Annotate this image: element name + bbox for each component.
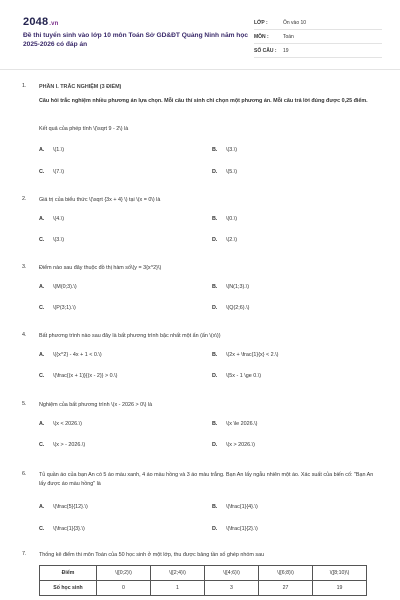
option-text: \(5.\) bbox=[226, 169, 238, 175]
option-b[interactable] bbox=[212, 421, 257, 427]
question-text: Giá trị của biểu thức \(\sqrt {3x + 4} \) tại \(x = 0\) là bbox=[39, 197, 161, 203]
option-letter: C. bbox=[39, 305, 45, 311]
option-letter: A. bbox=[39, 147, 45, 153]
table-header-cell: \([4;6)\) bbox=[205, 566, 259, 581]
question-number: 2. bbox=[22, 196, 27, 202]
option-letter: B. bbox=[212, 216, 218, 222]
question-text: Nghiệm của bất phương trình \(x - 2026 > 0\) là bbox=[39, 402, 153, 408]
option-letter: B. bbox=[212, 284, 218, 290]
option-text: \(4.\) bbox=[53, 216, 65, 222]
option-text: \(0.\) bbox=[226, 216, 238, 222]
option-b[interactable] bbox=[212, 284, 249, 290]
option-text: \(\frac{(x + 1)}{(x - 2)} > 0.\) bbox=[53, 373, 118, 379]
table-header-cell: \([2;4)\) bbox=[151, 566, 205, 581]
option-letter: C. bbox=[39, 442, 45, 448]
table-header-cell: \([6;8)\) bbox=[259, 566, 313, 581]
option-d[interactable] bbox=[212, 237, 237, 243]
site-logo[interactable] bbox=[23, 16, 59, 28]
option-text: \(\frac{5}{12}.\) bbox=[53, 504, 88, 510]
question-text: Kết quả của phép tính \(\sqrt 9 - 2\) là bbox=[39, 126, 129, 132]
option-letter: D. bbox=[212, 237, 218, 243]
option-text: \(3.\) bbox=[226, 147, 238, 153]
meta-value: 19 bbox=[283, 47, 289, 54]
table-cell: 19 bbox=[313, 581, 367, 596]
meta-value: Toán bbox=[283, 33, 294, 40]
question-number: 6. bbox=[22, 471, 27, 477]
option-letter: C. bbox=[39, 526, 45, 532]
option-d[interactable] bbox=[212, 442, 255, 448]
option-d[interactable] bbox=[212, 305, 249, 311]
option-b[interactable] bbox=[212, 504, 258, 510]
option-letter: D. bbox=[212, 526, 218, 532]
question-number: 1. bbox=[22, 83, 27, 89]
option-text: \(7.\) bbox=[53, 169, 65, 175]
option-text: \(x \le 2026.\) bbox=[226, 421, 258, 427]
option-letter: A. bbox=[39, 421, 45, 427]
question-number: 3. bbox=[22, 264, 27, 270]
table-cell: 1 bbox=[151, 581, 205, 596]
option-text: \(2x + \frac{1}{x} < 2.\) bbox=[226, 352, 279, 358]
option-letter: C. bbox=[39, 169, 45, 175]
table-cell: 27 bbox=[259, 581, 313, 596]
table-row bbox=[40, 566, 367, 581]
question-number: 7. bbox=[22, 551, 27, 557]
option-c[interactable] bbox=[39, 169, 64, 175]
meta-row-subject bbox=[254, 30, 382, 44]
option-letter: B. bbox=[212, 147, 218, 153]
table-row-label: Số học sinh bbox=[40, 581, 97, 596]
option-text: \(\frac{1}{4}.\) bbox=[226, 504, 258, 510]
option-d[interactable] bbox=[212, 169, 237, 175]
option-d[interactable] bbox=[212, 526, 258, 532]
option-text: \({x^2} - 4x + 1 < 0.\) bbox=[53, 352, 102, 358]
option-text: \(1.\) bbox=[53, 147, 65, 153]
table-cell: 3 bbox=[205, 581, 259, 596]
table-row bbox=[40, 581, 367, 596]
meta-row-count bbox=[254, 44, 382, 58]
option-a[interactable] bbox=[39, 504, 88, 510]
option-letter: C. bbox=[39, 237, 45, 243]
option-letter: A. bbox=[39, 504, 45, 510]
section-heading: PHẦN I. TRẮC NGHIỆM (3 ĐIỂM) bbox=[39, 84, 122, 90]
header-divider bbox=[0, 69, 400, 70]
question-number: 5. bbox=[22, 401, 27, 407]
option-a[interactable] bbox=[39, 216, 64, 222]
option-text: \(x > - 2026.\) bbox=[53, 442, 86, 448]
question-text: Tủ quần áo của bạn An có 5 áo màu xanh, 4 áo màu hồng và 3 áo màu trắng. Bạn An lấy ngẫu nhiên một áo. Xác suất của biến cố: "Bạn An lấy được áo màu hồng" là bbox=[39, 472, 374, 487]
document-title: Đề thi tuyển sinh vào lớp 10 môn Toán Sở GD&ĐT Quảng Ninh năm học 2025-2026 có đáp án bbox=[23, 32, 249, 48]
option-text: \(x > 2026.\) bbox=[226, 442, 255, 448]
option-text: \(5x - 1 \ge 0.\) bbox=[226, 373, 262, 379]
frequency-table bbox=[39, 565, 367, 596]
meta-label: MÔN : bbox=[254, 33, 269, 40]
header bbox=[0, 0, 400, 66]
logo-name: 2048 bbox=[23, 16, 49, 28]
table-header-cell: Điểm bbox=[40, 566, 97, 581]
option-b[interactable] bbox=[212, 352, 278, 358]
option-text: \(3.\) bbox=[53, 237, 65, 243]
option-text: \(M(0;3).\) bbox=[53, 284, 77, 290]
table-cell: 0 bbox=[97, 581, 151, 596]
option-c[interactable] bbox=[39, 373, 117, 379]
option-letter: B. bbox=[212, 504, 218, 510]
question-number: 4. bbox=[22, 332, 27, 338]
option-letter: D. bbox=[212, 442, 218, 448]
option-letter: D. bbox=[212, 373, 218, 379]
meta-value: Ôn vào 10 bbox=[283, 19, 307, 26]
table-header-cell: \([8;10)\) bbox=[313, 566, 367, 581]
option-c[interactable] bbox=[39, 526, 85, 532]
option-b[interactable] bbox=[212, 216, 237, 222]
question-text: Điểm nào sau đây thuộc đồ thị hàm số\(y = 3{x^2}\) bbox=[39, 265, 162, 271]
option-text: \(\frac{1}{2}.\) bbox=[226, 526, 258, 532]
option-c[interactable] bbox=[39, 442, 85, 448]
option-text: \(\frac{1}{3}.\) bbox=[53, 526, 85, 532]
meta-row-class bbox=[254, 16, 382, 30]
table-header-cell: \([0;2)\) bbox=[97, 566, 151, 581]
option-text: \(P(3;1).\) bbox=[53, 305, 76, 311]
logo-suffix: .vn bbox=[49, 21, 59, 27]
option-text: \(Q(2;6).\) bbox=[226, 305, 250, 311]
option-d[interactable] bbox=[212, 373, 261, 379]
option-c[interactable] bbox=[39, 237, 64, 243]
meta-panel bbox=[254, 16, 382, 58]
meta-label: LỚP : bbox=[254, 19, 268, 26]
option-letter: A. bbox=[39, 284, 45, 290]
option-a[interactable] bbox=[39, 421, 82, 427]
option-letter: A. bbox=[39, 352, 45, 358]
option-a[interactable] bbox=[39, 284, 77, 290]
question-text: Thống kê điểm thi môn Toán của 50 học sinh ở một lớp, thu được bảng tần số ghép nhóm sau bbox=[39, 552, 265, 558]
option-b[interactable] bbox=[212, 147, 237, 153]
meta-label: SỐ CÂU : bbox=[254, 47, 277, 54]
option-text: \(N(1;3).\) bbox=[226, 284, 250, 290]
option-a[interactable] bbox=[39, 147, 64, 153]
option-c[interactable] bbox=[39, 305, 76, 311]
question-text: Bất phương trình nào sau đây là bất phương trình bậc nhất một ẩn (ẩn \(x\)) bbox=[39, 333, 221, 339]
option-letter: C. bbox=[39, 373, 45, 379]
option-letter: D. bbox=[212, 305, 218, 311]
option-letter: A. bbox=[39, 216, 45, 222]
option-a[interactable] bbox=[39, 352, 102, 358]
option-letter: B. bbox=[212, 421, 218, 427]
section-instruction: Câu hỏi trắc nghiệm nhiều phương án lựa chọn. Mỗi câu thí sinh chỉ chọn một phương án. Mỗi câu trả lời đúng được 0,25 điểm. bbox=[39, 98, 368, 104]
option-letter: B. bbox=[212, 352, 218, 358]
option-text: \(x < 2026.\) bbox=[53, 421, 82, 427]
option-letter: D. bbox=[212, 169, 218, 175]
option-text: \(2.\) bbox=[226, 237, 238, 243]
